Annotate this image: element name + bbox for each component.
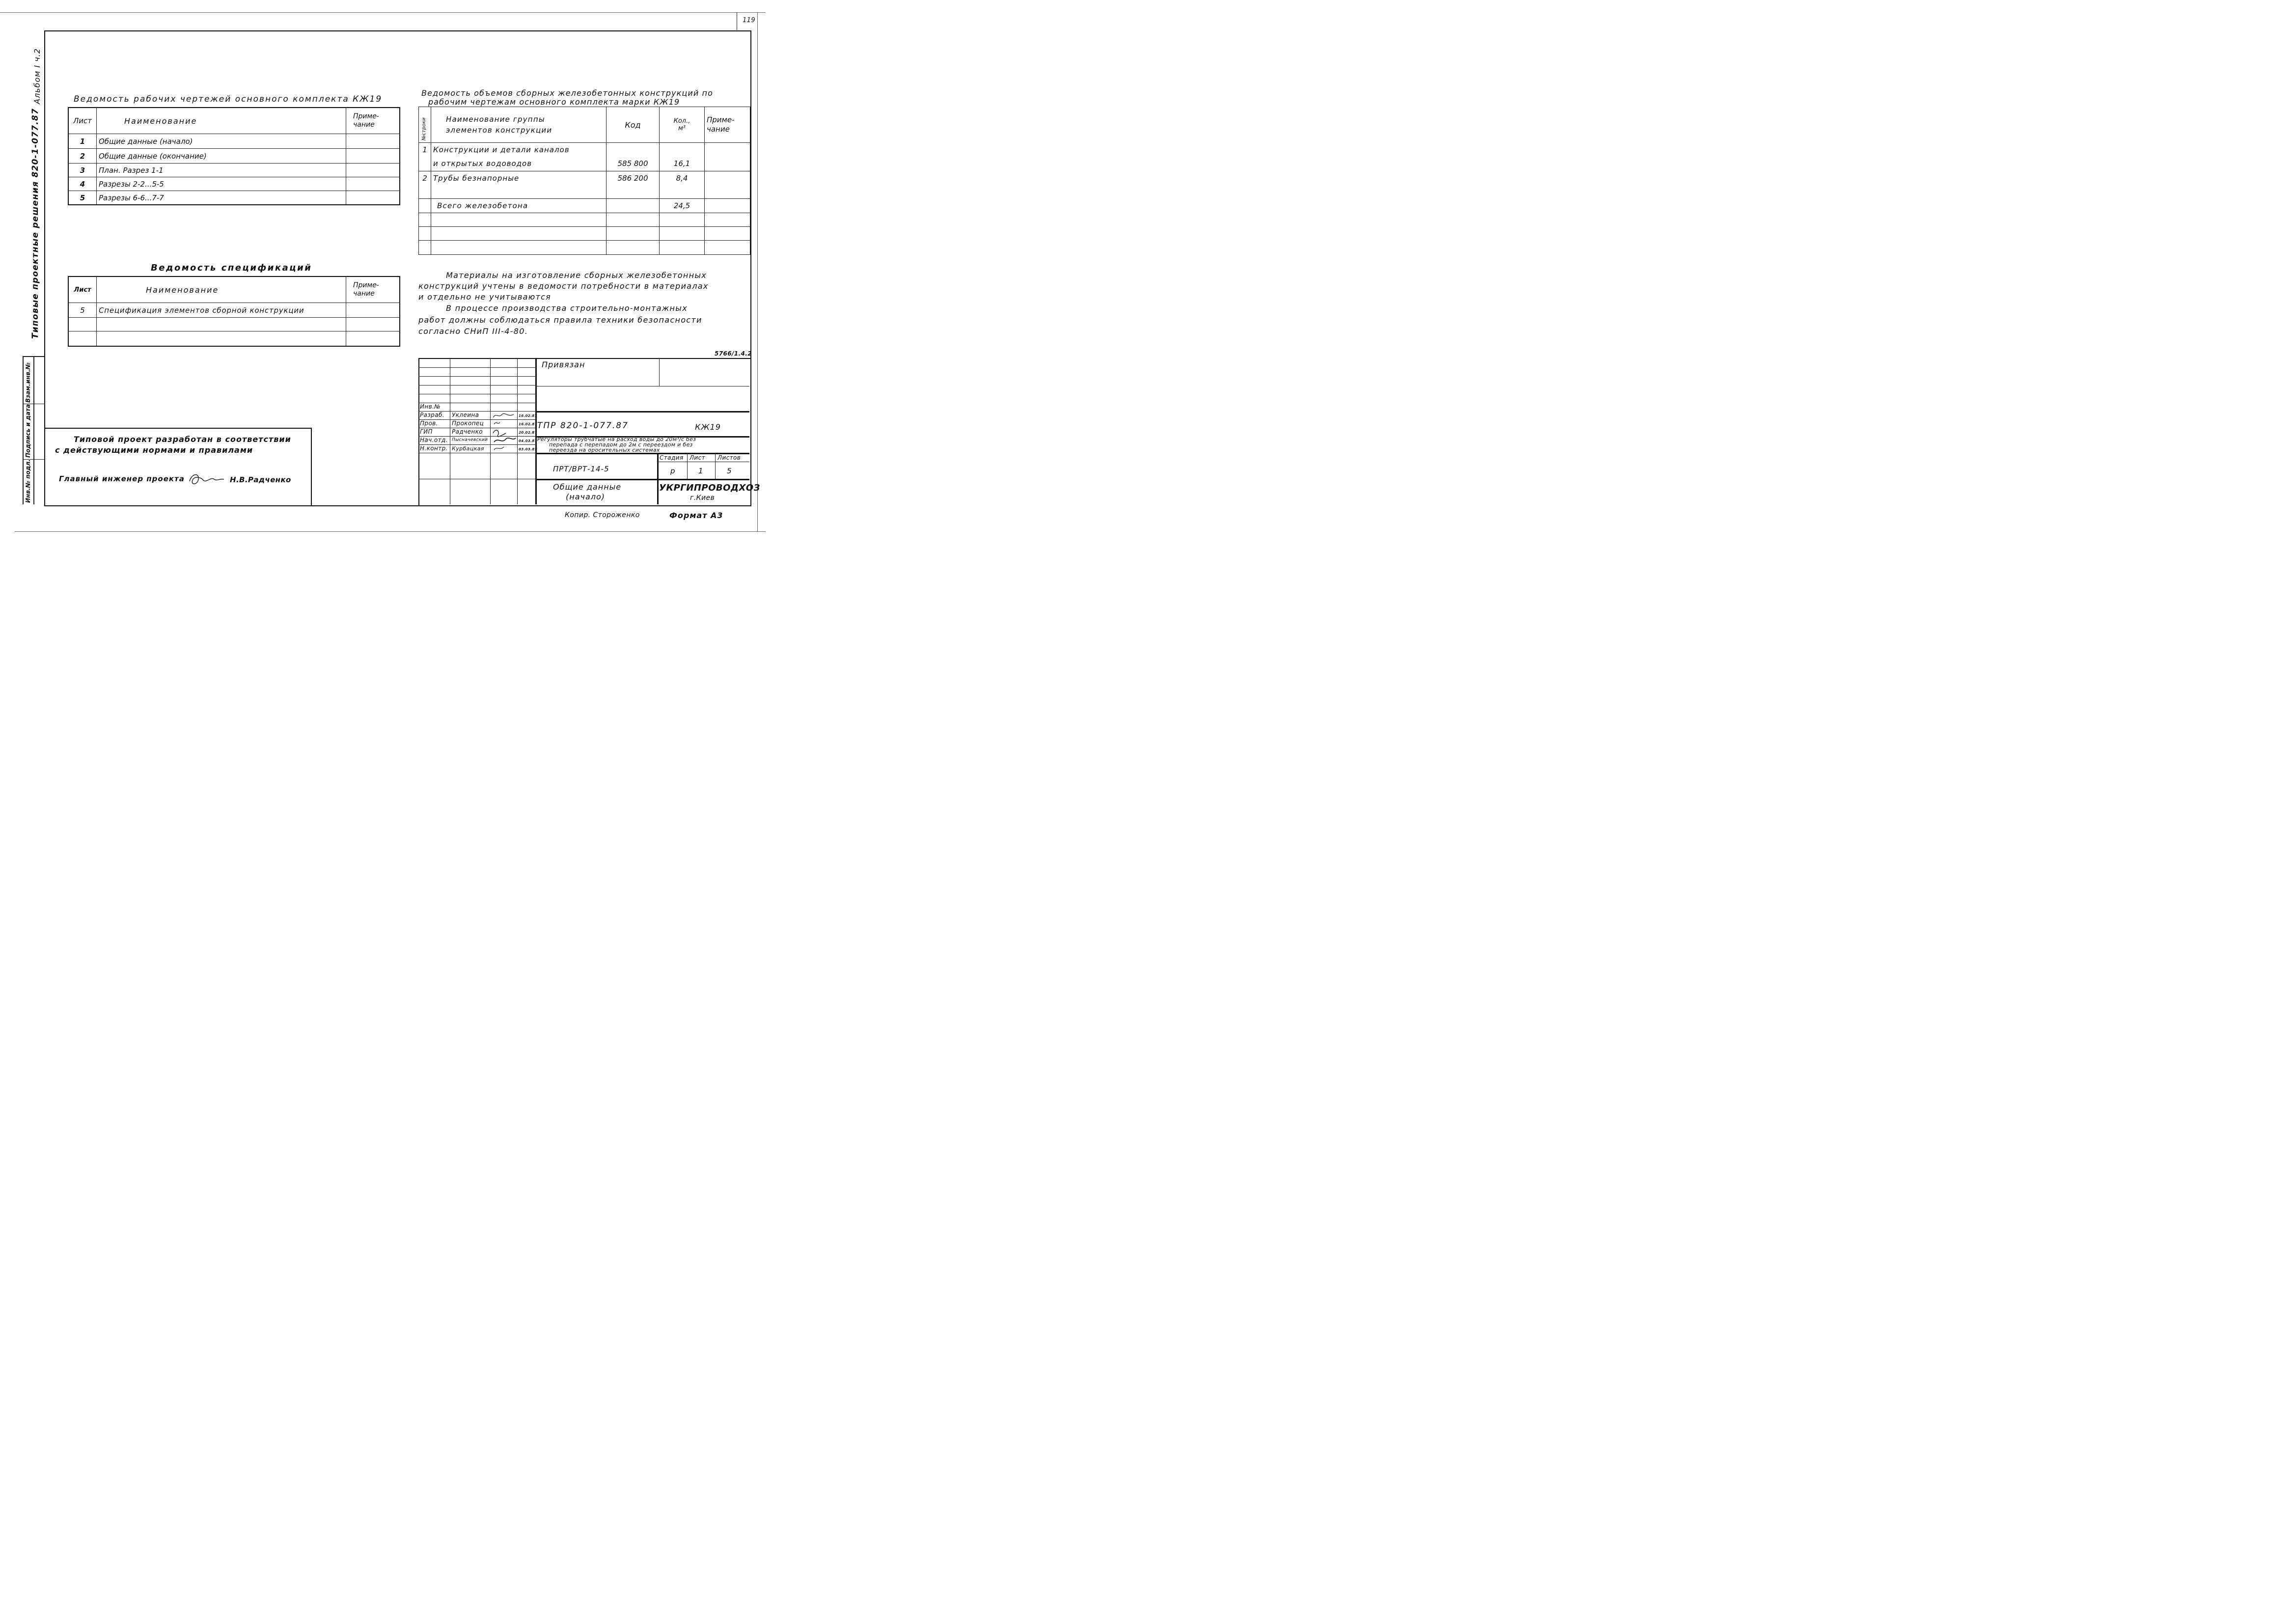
staff-role-4: Н.контр. [420,445,448,452]
row-note [346,164,400,177]
row-code [607,185,660,199]
row-num [419,157,431,171]
row-code: 586 200 [607,171,660,185]
header-qty [660,107,705,143]
table-row [69,164,400,177]
sheets-value: 5 [727,467,732,475]
project-title-line-3: переезда на оросительных системах [549,447,660,453]
row-note [346,191,400,205]
table-row [69,134,400,149]
staff-name-1: Прокопец [452,420,484,427]
staff-role-2: ГИП [420,428,433,435]
inv-no-label: Инв.№ [420,403,441,410]
row-note [705,185,750,199]
volumes-title-line-1: Ведомость объемов сборных железобетонных конструкций по [421,88,713,98]
staff-name-3: Пысначевский [452,438,488,442]
chief-engineer-label: Главный инженер проекта [59,474,185,483]
row-name: Общие данные (окончание) [97,149,346,164]
header-name: Наименование [97,108,346,134]
row-qty: 8,4 [660,171,705,185]
staff-signatures-icon [491,412,517,453]
drawings-list-header [69,108,400,134]
row-code [607,199,660,213]
row-qty: 16,1 [660,157,705,171]
specs-list-header [69,277,400,303]
tb-v-stage-1 [687,453,688,479]
header-sheet: Лист [69,277,97,303]
table-row [69,191,400,205]
specs-list-title: Ведомость спецификаций [151,263,312,273]
table-row-empty [69,318,400,331]
staff-date-4: 03.03.87 [519,447,537,451]
header-name: Наименование [97,277,346,303]
row-sheet: 2 [69,149,97,164]
row-name: Спецификация элементов сборной конструкции [97,303,346,318]
row-name: Разрезы 6-6...7-7 [97,191,346,205]
row-name: Конструкции и детали каналов [431,143,607,157]
row-sheet: 5 [69,191,97,205]
row-num [419,185,431,199]
margin-stamp-divider [33,356,34,504]
tb-h-stage-bottom [535,479,749,480]
page-number: 119 [743,17,756,24]
margin-field-2: Подпись и дата [25,404,31,458]
mark: КЖ19 [695,422,721,432]
table-row [69,177,400,191]
row-sheet: 4 [69,177,97,191]
margin-stamp-left-edge [23,356,24,504]
row-note [346,177,400,191]
row-note [705,157,750,171]
volumes-table [418,107,750,255]
header-note [705,107,750,143]
specs-list-table [68,276,400,346]
top-edge-line [0,12,766,13]
volumes-title-line-2: рабочим чертежам основного комплекта марки КЖ19 [428,97,680,107]
margin-field-1: Инв.№ подл. [25,459,31,503]
header-qty-line-2: м³ [678,125,686,132]
organization-city: г.Киев [690,494,715,502]
header-name [431,107,607,143]
tb-v-stage-2 [715,453,716,479]
chief-engineer-name: Н.В.Радченко [230,475,291,484]
row-code: 585 800 [607,157,660,171]
row-note [346,303,400,318]
row-code [607,143,660,157]
privyazan-label: Привязан [542,360,585,369]
sheet-title-line-2: (начало) [566,492,606,501]
table-row [419,199,750,213]
header-name-line-1: Наименование группы [446,115,545,124]
header-note-line-1: Приме- [707,115,735,124]
row-num: 1 [419,143,431,157]
row-name: и открытых водоводов [431,157,607,171]
notes-line-4: В процессе производства строительно-монтажных [446,303,688,313]
row-name: Трубы безнапорные [431,171,607,185]
table-row [69,149,400,164]
margin-field-3: Взам.инв.№ [25,362,31,403]
row-name: Общие данные (начало) [97,134,346,149]
row-name: Разрезы 2-2...5-5 [97,177,346,191]
doc-code: ПРТ/ВРТ-14-5 [553,465,609,473]
tb-h2 [418,376,535,377]
row-note [705,199,750,213]
organization: УКРГИПРОВОДХОЗ [659,483,760,493]
row-sheet: 5 [69,303,97,318]
stage-value: р [670,467,675,475]
staff-name-0: Уклеина [452,412,479,418]
project-title-line-1: Регуляторы трубчатые на расход воды до 20м³/с без [537,436,696,442]
tb-v3 [517,358,518,504]
format: Формат А3 [669,511,723,520]
header-sheet: Лист [69,108,97,134]
stage-label: Стадия [660,454,684,461]
row-name: План. Разрез 1-1 [97,164,346,177]
row-note [346,149,400,164]
staff-role-1: Пров. [420,420,438,427]
row-qty [660,143,705,157]
header-note-line-2: чание [353,290,375,298]
chief-signature-icon [187,470,226,488]
table-row-empty [419,241,750,255]
tb-h-designation-top [535,411,749,413]
drawings-list-title: Ведомость рабочих чертежей основного комплекта КЖ19 [74,94,383,104]
row-sheet: 1 [69,134,97,149]
staff-role-0: Разраб. [420,412,444,418]
header-note [346,277,400,303]
margin-stamp-top [23,356,44,357]
table-row-empty [69,331,400,346]
volumes-header [419,107,750,143]
notes-line-2: конструкций учтены в ведомости потребности в материалах [418,281,709,291]
staff-date-3: 04.03.87 [519,439,537,443]
row-name: Всего железобетона [431,199,607,213]
row-name [431,185,607,199]
row-note [705,171,750,185]
header-num-label: №строки [421,117,427,140]
header-qty-line-1: Кол., [673,117,690,125]
row-num: 2 [419,171,431,185]
right-edge-line [757,12,758,531]
header-num [419,107,431,143]
copied-by: Копир. Стороженко [565,511,640,519]
staff-date-1: 16.02.87 [519,422,537,426]
staff-name-4: Курбацкая [452,445,484,452]
header-note-line-1: Приме- [353,112,379,120]
tb-v2 [490,358,491,504]
row-qty: 24,5 [660,199,705,213]
staff-role-3: Нач.отд. [420,437,448,443]
table-row [69,303,400,318]
header-note [346,108,400,134]
table-row [419,171,750,185]
row-num [419,199,431,213]
project-title-line-2: перепада с перепадом до 2м с переездом и без [549,441,693,448]
bottom-edge-line [15,531,766,532]
row-sheet: 3 [69,164,97,177]
sheet-title-line-1: Общие данные [553,482,622,492]
header-note-line-1: Приме- [353,281,379,289]
notes-line-3: и отдельно не учитываются [418,292,552,302]
table-row-empty [419,213,750,227]
tb-h1 [418,367,535,368]
certification-line-2: с действующими нормами и правилами [55,445,253,455]
sheet-value: 1 [698,467,703,475]
notes-line-6: согласно СНиП III-4-80. [418,327,528,336]
table-row [419,157,750,171]
table-row [419,143,750,157]
margin-album: Альбом I ч.2 [32,48,42,104]
row-note [346,134,400,149]
title-block-ref: 5766/1.4.2 [715,350,752,357]
staff-date-0: 16.02.87 [519,414,537,418]
table-row [419,185,750,199]
sheet-label: Лист [690,454,706,461]
header-note-line-2: чание [353,121,375,129]
header-note-line-2: чание [707,125,730,134]
sheets-label: Листов [718,454,741,461]
notes-line-5: работ должны соблюдаться правила техники безопасности [418,315,702,325]
certification-line-1: Типовой проект разработан в соответствии [74,435,291,444]
row-qty [660,185,705,199]
drawings-list-table [68,108,400,205]
designation: ТПР 820-1-077.87 [537,421,629,431]
table-row-empty [419,227,750,241]
header-name-line-2: элементов конструкции [446,126,552,135]
notes-line-1: Материалы на изготовление сборных железобетонных [446,271,707,280]
margin-series-title: Типовые проектные решения 820-1-077.87 [30,108,40,339]
staff-date-2: 20.02.87 [519,431,537,435]
header-code: Код [607,107,660,143]
tb-privyazan-divider [659,358,660,386]
staff-name-2: Радченко [452,428,483,435]
row-note [705,143,750,157]
